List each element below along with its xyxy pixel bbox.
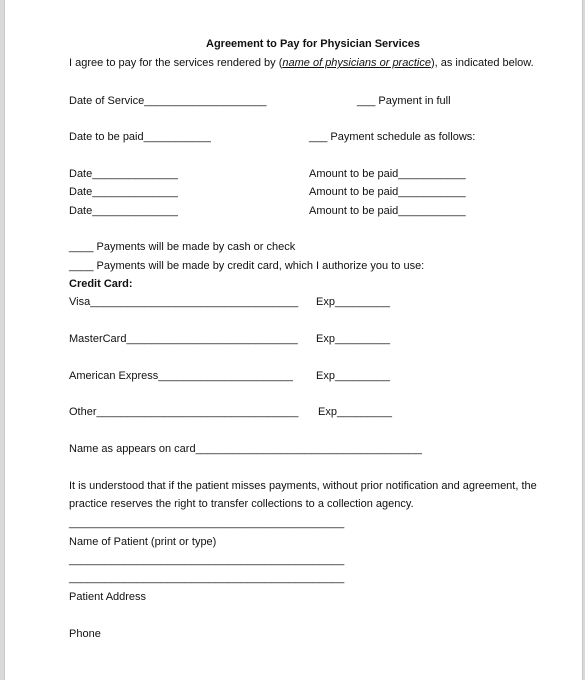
visa-exp-field[interactable]: Exp_________ [316,296,391,308]
physician-name-placeholder: name of physicians or practice [282,57,431,69]
schedule-date-field[interactable]: Date______________ [69,168,178,180]
intro-text [69,57,534,70]
name-on-card-field[interactable]: Name as appears on card_____________________________________ [69,443,422,455]
date-to-be-paid-field[interactable]: Date to be paid___________ [69,131,211,143]
cash-check-option[interactable]: ____ Payments will be made by cash or check [69,241,296,253]
schedule-date-field[interactable]: Date______________ [69,186,178,198]
address-blank-2[interactable]: _____________________________________________ [69,572,345,584]
date-of-service-field[interactable]: Date of Service____________________ [69,95,267,107]
mastercard-field[interactable]: MasterCard____________________________ [69,333,298,345]
credit-card-heading: Credit Card: [69,278,133,290]
intro-before: I agree to pay for the services rendered by ( [69,57,283,69]
address-blank-1[interactable]: _____________________________________________ [69,554,345,566]
document-title: Agreement to Pay for Physician Services [206,38,420,50]
notice-line-2: practice reserves the right to transfer collections to a collection agency. [69,498,414,510]
other-card-exp-field[interactable]: Exp_________ [318,406,393,418]
notice-line-1: It is understood that if the patient misses payments, without prior notification and agreement, the [69,480,537,492]
name-of-patient-label: Name of Patient (print or type) [69,536,217,548]
visa-field[interactable]: Visa__________________________________ [69,296,299,308]
payment-in-full-option[interactable]: ___ Payment in full [357,95,451,107]
payment-schedule-option[interactable]: ___ Payment schedule as follows: [309,131,476,143]
phone-label: Phone [69,628,101,640]
american-express-field[interactable]: American Express______________________ [69,370,293,382]
credit-card-option[interactable]: ____ Payments will be made by credit card, which I authorize you to use: [69,260,425,272]
mastercard-exp-field[interactable]: Exp_________ [316,333,391,345]
intro-after: ), as indicated below. [430,57,534,69]
schedule-date-field[interactable]: Date______________ [69,205,178,217]
schedule-amount-field[interactable]: Amount to be paid___________ [309,168,466,180]
patient-address-label: Patient Address [69,591,147,603]
other-card-field[interactable]: Other_________________________________ [69,406,299,418]
document-page [4,0,583,680]
schedule-amount-field[interactable]: Amount to be paid___________ [309,186,466,198]
patient-name-blank[interactable]: _____________________________________________ [69,517,345,529]
schedule-amount-field[interactable]: Amount to be paid___________ [309,205,466,217]
american-express-exp-field[interactable]: Exp_________ [316,370,391,382]
